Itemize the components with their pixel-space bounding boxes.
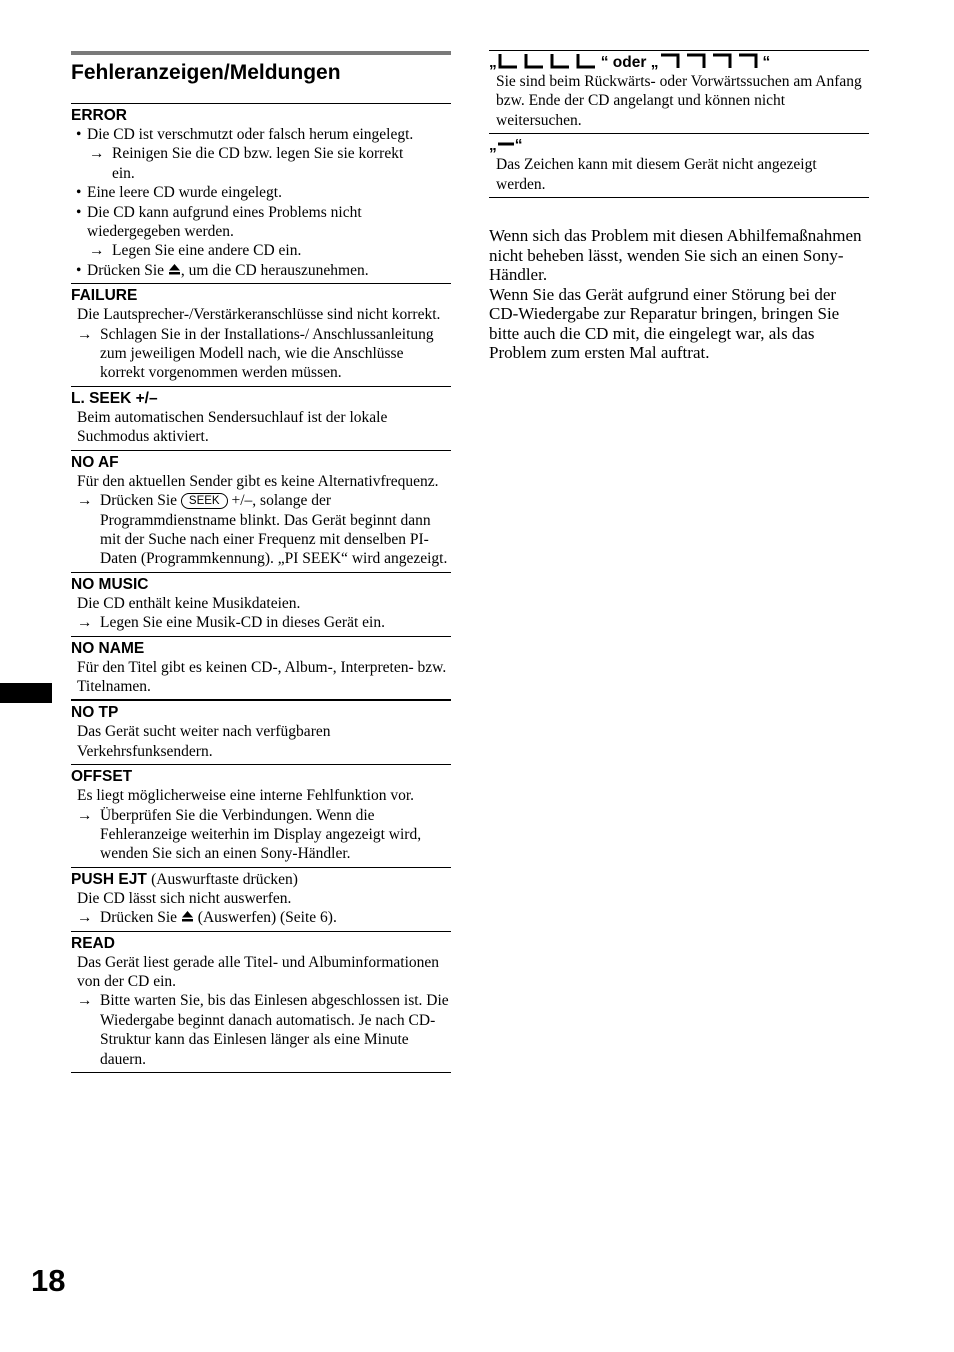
eject-icon bbox=[168, 263, 181, 276]
entry-term: „ “ oder „ “ bbox=[489, 54, 771, 71]
eject-icon bbox=[181, 910, 194, 923]
entry-term: OFFSET bbox=[71, 768, 133, 786]
entry-text: Das Gerät sucht weiter nach verfügbaren Verkehrsfunksendern. bbox=[77, 723, 331, 760]
closing-paragraph: Wenn Sie das Gerät aufgrund einer Störung bei der CD-Wiedergabe zur Reparatur bringen, bringen Sie bitte auch die CD mit, die eingelegt war, als das Problem zum ersten Mal auftrat. bbox=[489, 284, 840, 363]
arrow-right-icon: → bbox=[77, 325, 93, 343]
entry-no-music bbox=[71, 572, 451, 636]
action-line: → Drücken Sie SEEK +/–, solange der Programmdienstname blinkt. Das Gerät beginnt dann mit der Suche nach einer Frequenz mit denselben PI-Daten (Programmkennung). „PI SEEK“ wird angezeigt. bbox=[77, 492, 448, 568]
arrow-right-icon: → bbox=[77, 909, 93, 927]
action-line: → Bitte warten Sie, bis das Einlesen abgeschlossen ist. Die Wiedergabe beginnt danach automatisch. Je nach CD-Struktur kann das Einlesen länger als eine Minute dauern. bbox=[77, 992, 449, 1068]
entry-term: NO TP bbox=[71, 704, 119, 722]
right-column bbox=[489, 50, 869, 363]
entry-no-af bbox=[71, 450, 451, 572]
entry-text: Die CD enthält keine Musikdateien. bbox=[77, 594, 301, 612]
entry-no-name bbox=[71, 636, 451, 700]
display-dash-icon bbox=[497, 136, 515, 152]
list-item: • Die CD kann aufgrund eines Problems nicht bbox=[71, 203, 451, 222]
entry-term: FAILURE bbox=[71, 287, 138, 305]
arrow-right-icon: → bbox=[89, 242, 105, 260]
entry-term: „ “ bbox=[489, 137, 523, 155]
entry-term: L. SEEK +/– bbox=[71, 389, 158, 407]
entry-term-note: (Auswurftaste drücken) bbox=[151, 870, 298, 888]
list-item: • Die CD ist verschmutzt oder falsch herum eingelegt. bbox=[71, 125, 451, 144]
arrow-right-icon: → bbox=[89, 145, 105, 163]
entry-term: NO AF bbox=[71, 453, 119, 471]
entry-text: Für den aktuellen Sender gibt es keine Alternativfrequenz. bbox=[77, 472, 439, 490]
arrow-right-icon: → bbox=[77, 492, 93, 510]
action-line: → Schlagen Sie in der Installations-/ Anschlussanleitung zum jeweiligen Modell nach, wie die Anschlüsse korrekt vorgenommen werden müssen. bbox=[77, 325, 434, 382]
entry-text: Die CD lässt sich nicht auswerfen. bbox=[77, 889, 292, 907]
entry-term: PUSH EJT (Auswurftaste drücken) bbox=[71, 870, 298, 888]
entry-push-ejt bbox=[71, 867, 451, 931]
entry-term: NO MUSIC bbox=[71, 575, 149, 593]
action-line-cont: ein. bbox=[112, 164, 135, 182]
entry-text: Beim automatischen Sendersuchlauf ist der lokale Suchmodus aktiviert. bbox=[77, 408, 388, 446]
entry-text: Das Zeichen kann mit diesem Gerät nicht angezeigt werden. bbox=[496, 156, 817, 193]
entry-no-tp bbox=[71, 699, 451, 764]
title-rule bbox=[71, 51, 451, 55]
arrow-right-icon: → bbox=[77, 806, 93, 824]
list-item: • Drücken Sie , um die CD herauszunehmen. bbox=[71, 261, 451, 280]
entry-text: Es liegt möglicherweise eine interne Fehlfunktion vor. bbox=[77, 787, 415, 805]
entry-term: ERROR bbox=[71, 107, 127, 124]
closing-paragraph: Wenn sich das Problem mit diesen Abhilfemaßnahmen nicht beheben lässt, wenden Sie sich an einen Sony-Händler. bbox=[489, 226, 862, 285]
left-column bbox=[71, 51, 451, 1073]
display-segments-right-icon bbox=[658, 53, 762, 69]
page-title: Fehleranzeigen/Meldungen bbox=[71, 61, 341, 84]
entry-error bbox=[71, 103, 451, 283]
entry-text: Das Gerät liest gerade alle Titel- und Albuminformationen von der CD ein. bbox=[77, 953, 440, 990]
list-item-cont: wiedergegeben werden. bbox=[87, 223, 234, 241]
entry-offset bbox=[71, 764, 451, 867]
page-number: 18 bbox=[31, 1263, 66, 1298]
display-segments-left-icon bbox=[497, 53, 601, 69]
entry-read bbox=[71, 931, 451, 1073]
action-line: → Reinigen Sie die CD bzw. legen Sie sie korrekt bbox=[89, 145, 404, 163]
closing-text bbox=[489, 226, 869, 363]
section-tab-marker bbox=[0, 683, 52, 703]
action-line: → Legen Sie eine Musik-CD in dieses Gerät ein. bbox=[77, 614, 385, 632]
entry-unsupported-char bbox=[489, 133, 869, 198]
action-line: → Drücken Sie (Auswerfen) (Seite 6). bbox=[77, 909, 337, 927]
entry-l-seek bbox=[71, 386, 451, 450]
action-line: → Legen Sie eine andere CD ein. bbox=[89, 242, 302, 260]
arrow-right-icon: → bbox=[77, 992, 93, 1010]
entry-text: Die Lautsprecher-/Verstärkeranschlüsse sind nicht korrekt. bbox=[77, 306, 441, 324]
entry-term: READ bbox=[71, 934, 115, 952]
seek-button-icon: SEEK bbox=[181, 493, 228, 509]
list-item: • Eine leere CD wurde eingelegt. bbox=[71, 183, 451, 202]
entry-seek-limit bbox=[489, 50, 869, 133]
action-line: → Überprüfen Sie die Verbindungen. Wenn die Fehleranzeige weiterhin im Display angezeigt wird, wenden Sie sich an einen Sony-Händler. bbox=[77, 806, 422, 863]
arrow-right-icon: → bbox=[77, 614, 93, 632]
entry-text: Sie sind beim Rückwärts- oder Vorwärtssuchen am Anfang bzw. Ende der CD angelangt und können nicht weitersuchen. bbox=[496, 73, 862, 129]
entry-failure bbox=[71, 283, 451, 386]
entry-term: NO NAME bbox=[71, 639, 145, 657]
entry-text: Für den Titel gibt es keinen CD-, Album-, Interpreten- bzw. Titelnamen. bbox=[77, 658, 447, 695]
